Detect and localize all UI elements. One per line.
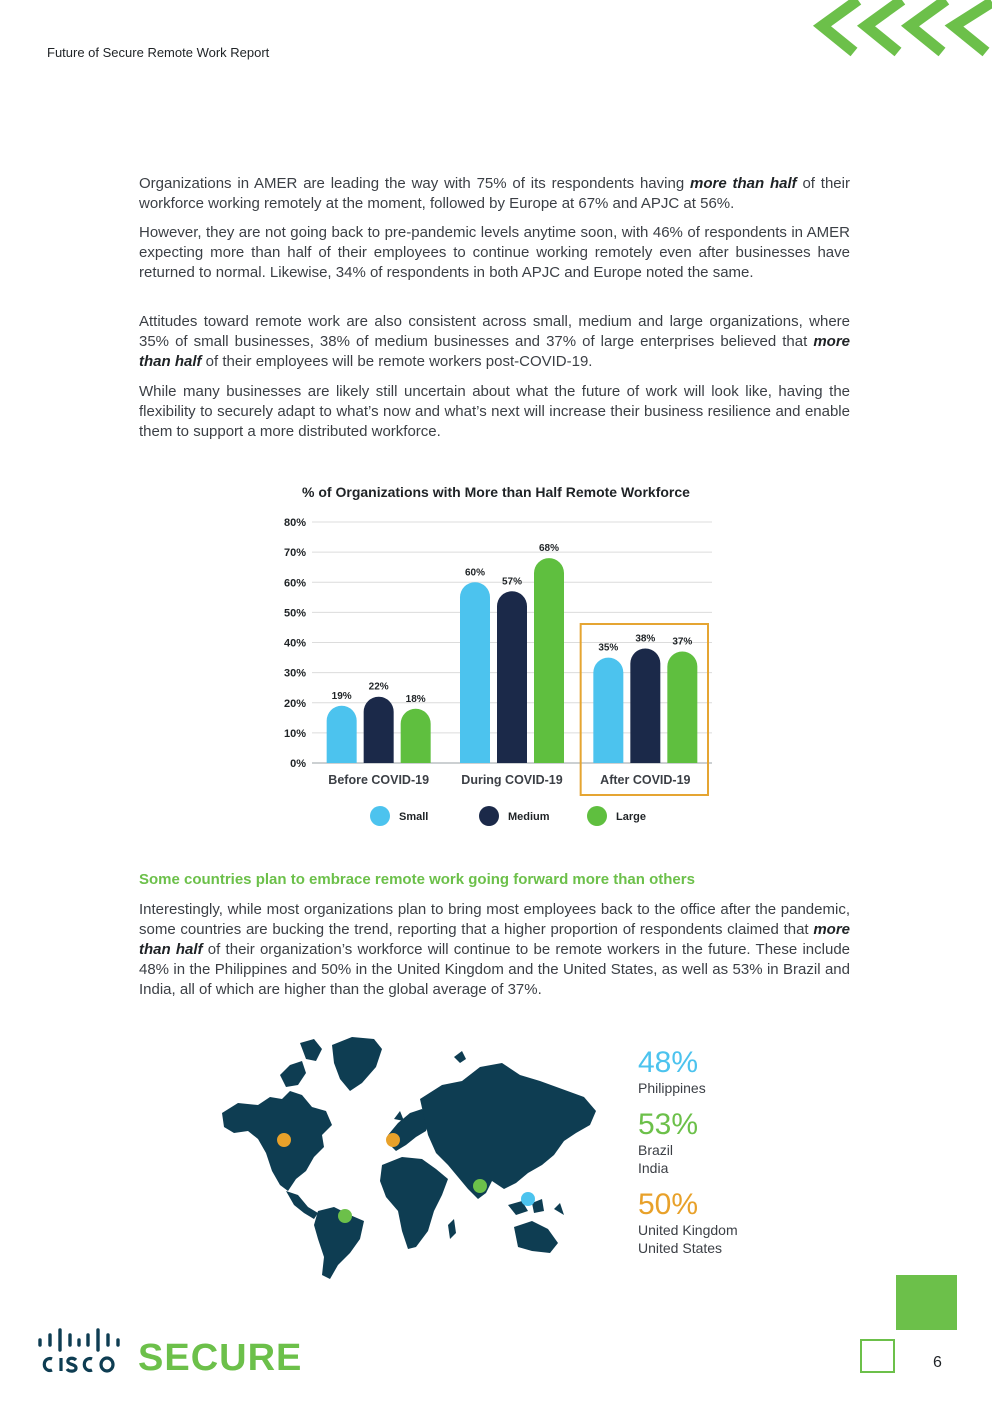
data-label: 38% [635,633,656,645]
paragraph-4: While many businesses are likely still uncertain about what the future of work will look like, having the flexibility to securely adapt to what’s now and what’s next will increase their business resilience and enable them to support a more distributed workforce. [139,383,850,440]
world-map-land [222,1037,596,1279]
remote-workforce-bar-chart [270,478,730,833]
y-tick-label: 20% [283,697,306,710]
stat-label: United Kingdom [638,1222,738,1238]
stat-label: India [638,1160,669,1176]
y-tick-label: 60% [283,577,306,590]
green-square-decoration [896,1275,957,1330]
marker-united-kingdom [386,1133,400,1147]
data-label: 37% [672,636,693,648]
stat-brazil-india [638,1109,698,1177]
legend-label: Small [399,811,429,823]
legend-swatch [370,806,390,826]
bar-medium [630,649,660,763]
stat-value: 50% [638,1188,699,1221]
marker-brazil [338,1209,352,1223]
marker-philippines [521,1192,535,1206]
x-tick-label: Before COVID-19 [328,773,430,787]
world-map [210,1035,610,1285]
bar-large [401,709,431,763]
y-tick-label: 50% [283,607,306,620]
page-number: 6 [933,1354,942,1371]
bar-large [534,558,564,763]
bar-small [593,658,623,763]
stat-philippines [638,1047,706,1097]
data-label: 57% [501,576,523,588]
y-tick-label: 10% [283,727,306,740]
bar-medium [364,697,394,763]
secure-wordmark: SECURE [138,1337,303,1379]
bar-large [667,652,697,763]
stat-value: 53% [638,1108,699,1141]
paragraph-1: Organizations in AMER are leading the way with 75% of its respondents having more than half of their workforce working remotely at the moment, followed by Europe at 67% and APJC at 56%. [139,175,850,212]
stat-label: Brazil [638,1142,674,1158]
section-heading: Some countries plan to embrace remote work going forward more than others [139,871,695,888]
data-label: 19% [331,690,352,702]
legend-label: Medium [508,811,550,823]
y-tick-label: 40% [283,637,306,650]
bar-small [460,582,490,763]
x-tick-label: During COVID-19 [461,773,563,787]
chart-title: % of Organizations with More than Half Remote Workforce [302,484,690,500]
y-tick-label: 0% [290,758,306,770]
data-label: 35% [598,642,619,654]
stat-label: Philippines [638,1080,706,1096]
stat-label: United States [638,1240,723,1256]
paragraph-2: However, they are not going back to pre-pandemic levels anytime soon, with 46% of respondents in AMER expecting more than half of their employees to continue working remotely even after businesses have returned to normal. Likewise, 34% of respondents in both APJC and Europe noted the same. [139,224,850,281]
stat-uk-us [638,1189,738,1257]
chevron-decoration-icon [806,0,992,60]
y-tick-label: 30% [283,667,306,680]
paragraph-5: Interestingly, while most organizations plan to bring most employees back to the office after the pandemic, some countries are bucking the trend, reporting that a higher proportion of respondents claimed that more than half of their organization’s workforce will continue to be remote workers in the future. These include 48% in the Philippines and 50% in the United Kingdom and the United States, as well as 53% in Brazil and India, all of which are higher than the global average of 37%. [139,901,851,998]
x-tick-label: After COVID-19 [600,773,691,787]
legend-swatch [587,806,607,826]
marker-united-states [277,1133,291,1147]
y-tick-label: 80% [283,517,306,529]
paragraph-3: Attitudes toward remote work are also consistent across small, medium and large organizations, where 35% of small businesses, 38% of medium businesses and 37% of large enterprises believed that more than half of their employees will be remote workers post-COVID-19. [139,313,850,370]
marker-india [473,1179,487,1193]
data-label: 22% [368,681,389,693]
y-tick-label: 70% [283,547,306,560]
data-label: 68% [538,543,560,555]
data-label: 18% [405,693,426,705]
stat-value: 48% [638,1046,699,1079]
bar-small [327,706,357,763]
report-title: Future of Secure Remote Work Report [47,45,270,60]
data-label: 60% [464,567,486,579]
legend-label: Large [616,811,646,823]
outline-square-decoration [860,1339,895,1373]
bar-medium [497,591,527,763]
legend-swatch [479,806,499,826]
cisco-logo [37,1328,121,1374]
